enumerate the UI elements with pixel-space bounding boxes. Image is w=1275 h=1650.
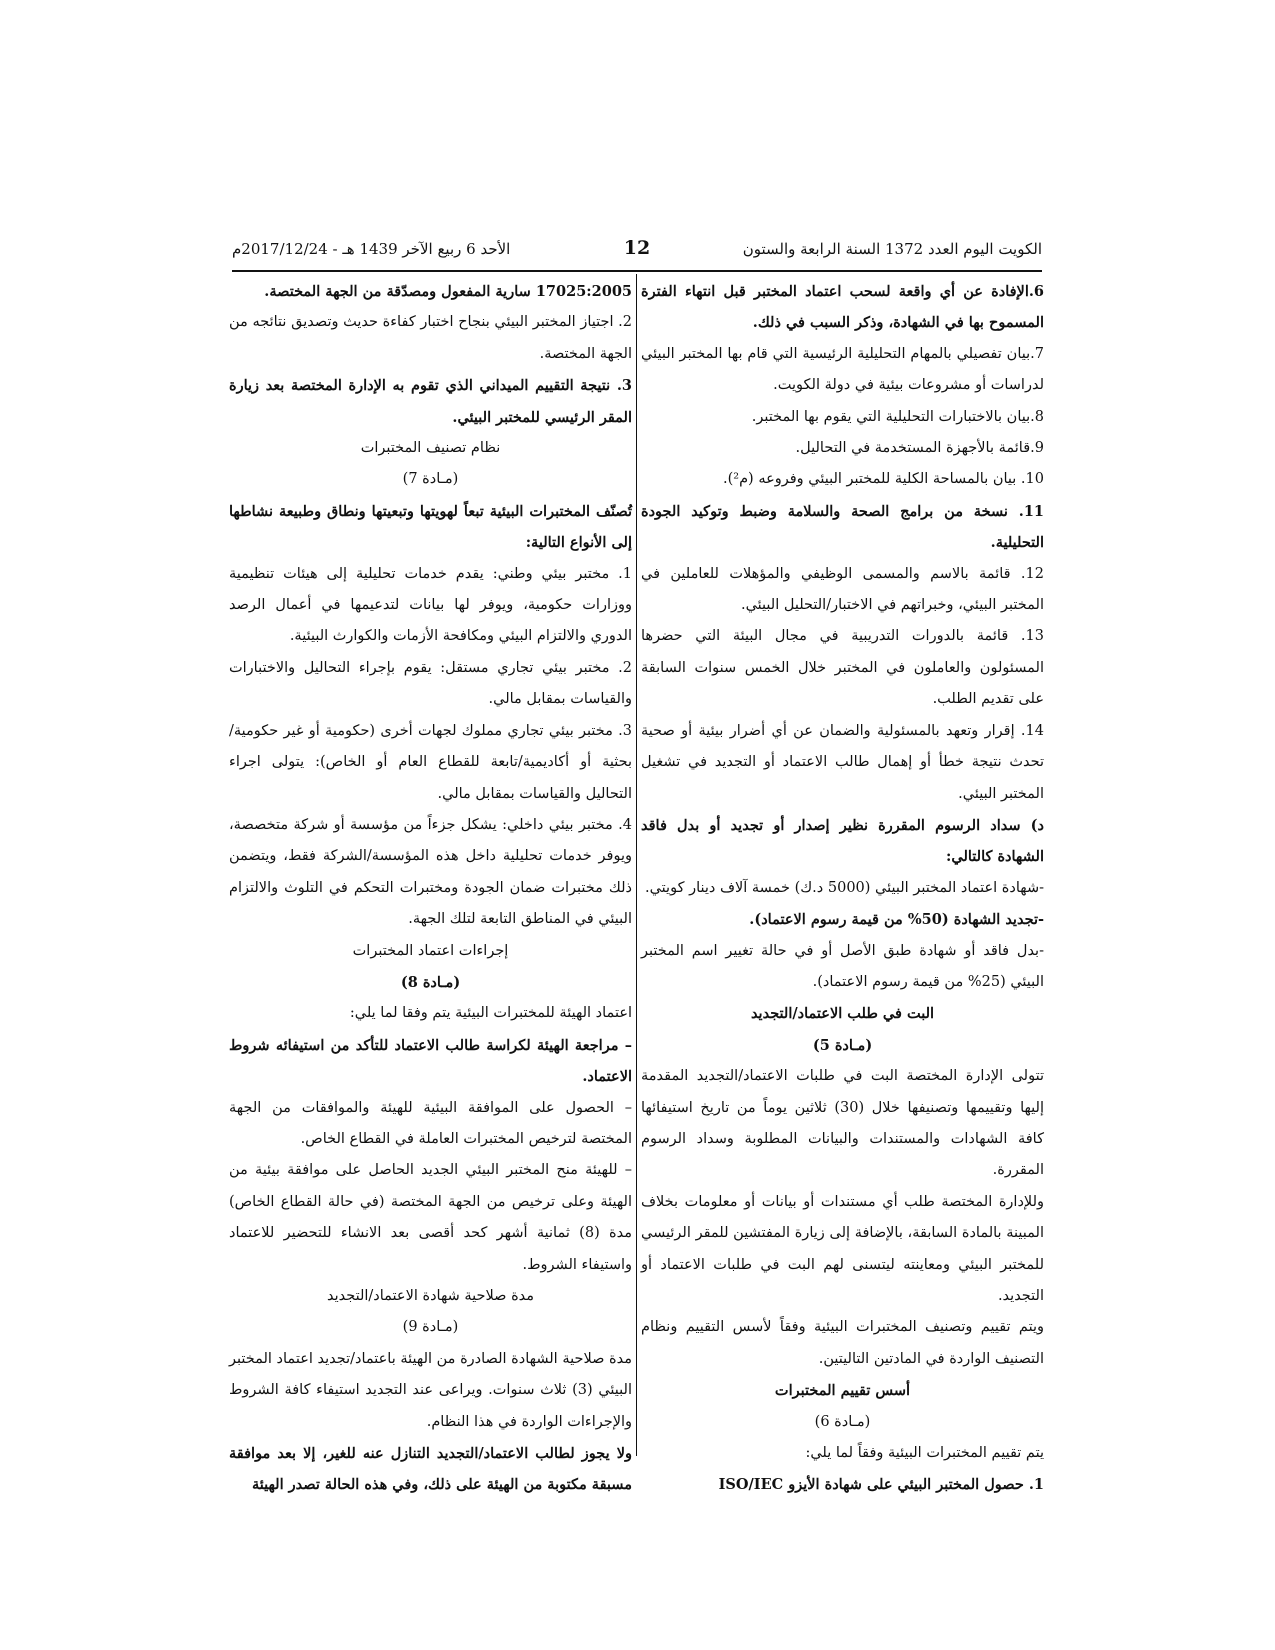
paragraph: 10. بيان بالمساحة الكلية للمختبر البيئي وفروعه (م²).: [722, 471, 1044, 488]
paragraph: 3. نتيجة التقييم الميداني الذي تقوم به الإدارة المختصة بعد زيارة المقر الرئيسي للمختبر البيئي.: [229, 377, 632, 426]
column-divider: [636, 274, 637, 1456]
paragraph: -شهادة اعتماد المختبر البيئي (5000 د.ك) خمسة آلاف دينار كويتي.: [644, 879, 1044, 896]
paragraph: – الحصول على الموافقة البيئية للهيئة والموافقات من الجهة المختصة لترخيص المختبرات العاملة في القطاع الخاص.: [229, 1099, 632, 1147]
paragraph: ويتم تقييم وتصنيف المختبرات البيئية وفقاً لأسس التقييم ونظام التصنيف الواردة في المادتين التاليتين.: [641, 1319, 1044, 1367]
paragraph: 2. مختبر بيئي تجاري مستقل: يقوم بإجراء التحاليل والاختبارات والقياسات بمقابل مالي.: [229, 659, 632, 708]
paragraph: 8.بيان بالاختبارات التحليلية التي يقوم بها المختبر.: [751, 408, 1044, 425]
page-number: 12: [623, 237, 651, 259]
paragraph: 3. مختبر بيئي تجاري مملوك لجهات أخرى (حكومية أو غير حكومية/بحثية أو أكاديمية/تابعة للقطاع العام أو الخاص): يتولى اجراء التحاليل والقياسات بمقابل مالي.: [229, 722, 632, 802]
paragraph: البت في طلب الاعتماد/التجديد: [750, 1005, 935, 1023]
paragraph: اعتماد الهيئة للمختبرات البيئية يتم وفقا لما يلي:: [349, 1005, 632, 1022]
paragraph: 2. اجتياز المختبر البيئي بنجاح اختبار كفاءة حديث وتصديق نتائجه من الجهة المختصة.: [229, 314, 632, 362]
paragraph: 7.بيان تفصيلي بالمهام التحليلية الرئيسية التي قام بها المختبر البيئي لدراسات أو مشروعات بيئية في دولة الكويت.: [641, 345, 1044, 394]
paragraph: تتولى الإدارة المختصة البت في طلبات الاعتماد/التجديد المقدمة إليها وتقييمها وتصنيفها خلال (30) ثلاثين يوماً من تاريخ استيفائها كافة الشهادات والمستندات والبيانات المطلوبة وسداد الرسوم المقررة.: [641, 1068, 1045, 1179]
paragraph: (مـادة 5): [812, 1036, 873, 1054]
paragraph: 1. مختبر بيئي وطني: يقدم خدمات تحليلية إلى هيئات تنظيمية ووزارات حكومية، ويوفر لها بيانات لتدعيمها في أعمال الرصد الدوري والالتزام البيئي ومكافحة الأزمات والكوارث البيئية.: [229, 565, 632, 645]
paragraph: 12. قائمة بالاسم والمسمى الوظيفي والمؤهلات للعاملين في المختبر البيئي، وخبراتهم في الاختبار/التحليل البيئي.: [641, 565, 1044, 614]
paragraph: 17025:2005 سارية المفعول ومصدّقة من الجهة المختصة.: [264, 283, 632, 300]
issue-date: الأحد 6 ربيع الآخر 1439 هـ - 2017/12/24م: [232, 240, 511, 258]
paragraph: 9.قائمة بالأجهزة المستخدمة في التحاليل.: [795, 440, 1044, 457]
paragraph: (مـادة 9): [402, 1319, 459, 1336]
right-column: [641, 276, 1044, 1501]
paragraph: مدة صلاحية شهادة الاعتماد/التجديد: [326, 1288, 535, 1304]
paragraph: 6.الإفادة عن أي واقعة لسحب اعتماد المختبر قبل انتهاء الفترة المسموح بها في الشهادة، وذكر السبب في ذلك.: [641, 283, 1044, 332]
paragraph: نظام تصنيف المختبرات: [360, 440, 501, 457]
paragraph: 13. قائمة بالدورات التدريبية في مجال البيئة التي حضرها المسئولون والعاملون في المختبر خلال الخمس سنوات السابقة على تقديم الطلب.: [641, 628, 1044, 708]
paragraph: -بدل فاقد أو شهادة طبق الأصل أو في حالة تغيير اسم المختبر البيئي (25% من قيمة رسوم الاعتماد).: [641, 942, 1044, 990]
paragraph: -تجديد الشهادة (50% من قيمة رسوم الاعتماد).: [749, 911, 1044, 929]
paragraph: 11. نسخة من برامج الصحة والسلامة وضبط وتوكيد الجودة التحليلية.: [641, 502, 1044, 552]
paragraph: – مراجعة الهيئة لكراسة طالب الاعتماد للتأكد من استيفائه شروط الاعتماد.: [229, 1036, 632, 1086]
paragraph: إجراءات اعتماد المختبرات: [352, 942, 509, 959]
left-column: [229, 276, 632, 1501]
page-header: [232, 236, 1042, 272]
paragraph: تُصنّف المختبرات البيئية تبعاً لهويتها وتبعيتها ونطاق وطبيعة نشاطها إلى الأنواع التالية:: [229, 502, 632, 552]
paragraph: وللإدارة المختصة طلب أي مستندات أو بيانات أو معلومات بخلاف المبينة بالمادة السابقة، بالإضافة إلى زيارة المفتشين للمقر الرئيسي للمختبر البيئي ومعاينته ليتسنى لهم البت في طلبات الاعتماد أو التجديد.: [641, 1193, 1044, 1304]
paragraph: – للهيئة منح المختبر البيئي الجديد الحاصل على موافقة بيئية من الهيئة وعلى ترخيص من الجهة المختصة (في حالة القطاع الخاص) مدة (8) ثمانية أشهر كحد أقصى بعد الانشاء للتحضير للاعتماد واستيفاء الشروط.: [229, 1162, 632, 1273]
paragraph: يتم تقييم المختبرات البيئية وفقاً لما يلي:: [805, 1445, 1044, 1462]
paragraph: د) سداد الرسوم المقررة نظير إصدار أو تجديد أو بدل فاقد الشهادة كالتالي:: [641, 816, 1044, 866]
paragraph: ولا يجوز لطالب الاعتماد/التجديد التنازل عنه للغير، إلا بعد موافقة مسبقة مكتوبة من الهيئة على ذلك، وفي هذه الحالة تصدر الهيئة: [229, 1445, 632, 1494]
paragraph: 14. إقرار وتعهد بالمسئولية والضمان عن أي أضرار بيئية أو صحية تحدث نتيجة خطأ أو إهمال طالب الاعتماد أو التجديد في تشغيل المختبر البيئي.: [641, 722, 1044, 802]
paragraph: (مـادة 7): [402, 471, 459, 488]
paragraph: أسس تقييم المختبرات: [774, 1382, 911, 1400]
publication-title: الكويت اليوم العدد 1372 السنة الرابعة والستون: [742, 240, 1042, 258]
paragraph: مدة صلاحية الشهادة الصادرة من الهيئة باعتماد/تجديد اعتماد المختبر البيئي (3) ثلاث سنوات. ويراعى عند التجديد استيفاء كافة الشروط والإجراءات الواردة في هذا النظام.: [229, 1350, 632, 1430]
paragraph: 4. مختبر بيئي داخلي: يشكل جزءاً من مؤسسة أو شركة متخصصة، ويوفر خدمات تحليلية داخل هذه المؤسسة/الشركة فقط، ويتضمن ذلك مختبرات ضمان الجودة ومختبرات التحكم في التلوث والالتزام البيئي في المناطق التابعة لتلك الجهة.: [229, 816, 632, 928]
paragraph: 1. حصول المختبر البيئي على شهادة الأيزو ISO/IEC: [718, 1476, 1044, 1494]
paragraph: (مـادة 6): [814, 1413, 871, 1430]
paragraph: (مـادة 8): [400, 973, 461, 991]
